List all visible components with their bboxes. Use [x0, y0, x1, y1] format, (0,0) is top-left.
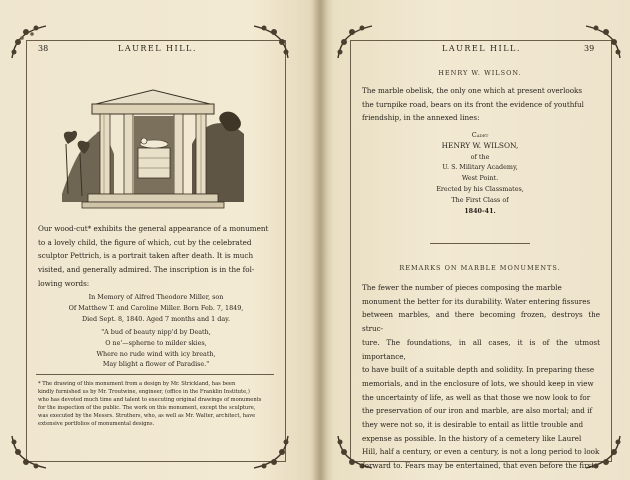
inscription [38, 292, 274, 324]
text-line: expense as possible. In the history of a cemetery like Laurel [362, 433, 582, 443]
text-line: Our wood-cut* exhibits the general appearance of a monument [38, 224, 269, 233]
section-divider [430, 243, 530, 244]
text-line: the uncertainty of life, as well as that those we now look to for [362, 392, 591, 402]
tomb-engraving [62, 84, 244, 210]
text-line: they were not so, it is desirable to entail as little trouble and [362, 420, 584, 430]
text-line: May blight a flower of Paradise." [102, 360, 210, 369]
text-line: The First Class of [451, 195, 509, 204]
epitaph [360, 130, 600, 216]
text-line: Erected by his Classmates, [436, 184, 524, 193]
text-line: ture. The foundations, in all cases, it is of the utmost importance, [362, 337, 600, 361]
text-line: Hill, half a century, or even a century, is not a long period to look [362, 447, 600, 457]
body-paragraph [362, 84, 600, 125]
text-line: The fewer the number of pieces composing the marble [362, 283, 562, 292]
text-line: In Memory of Alfred Theodore Miller, son [88, 293, 224, 301]
text-line: HENRY W. WILSON, [441, 140, 519, 150]
running-head: LAUREL HILL. [118, 44, 197, 53]
right-page [330, 0, 630, 480]
text-line: U. S. Military Academy, [442, 163, 518, 172]
text-line: Died Sept. 8, 1840. Aged 7 months and 1 day. [82, 314, 230, 323]
footnote-rule [36, 374, 274, 375]
vine-ornament-icon [582, 20, 624, 62]
text-line: * The drawing of this monument from a design by Mr. Strickland, has been [38, 381, 236, 387]
text-line: between marbles, and there becoming frozen, destroys the struc- [362, 310, 600, 334]
page-number: 39 [584, 44, 595, 53]
text-line: visited, and generally admired. The inscription is in the fol- [38, 265, 255, 275]
text-line: monument the better for its durability. Water entering fissures [362, 296, 591, 306]
text-line: 1840-41. [464, 206, 496, 215]
text-line: Cadet [471, 131, 489, 139]
text-line: forward to. Fears may be entertained, that even before the first [362, 461, 595, 471]
vine-ornament-icon [250, 20, 292, 62]
text-line: was executed by the Messrs. Struthers, who, as well as Mr. Walter, architect, have [38, 413, 256, 420]
text-line: lowing words: [38, 278, 90, 288]
vine-ornament-icon [8, 432, 50, 474]
text-line: friendship, in the annexed lines: [362, 113, 480, 123]
text-line: kindly furnished us by Mr. Troutwine, engineer, (office in the Franklin Institute,) [38, 389, 250, 396]
text-line: Of Matthew T. and Caroline Miller. Born Feb. 7, 1849, [68, 303, 244, 312]
text-line: sculptor Pettrich, is a portrait taken after death. It is much [38, 251, 254, 261]
page-number: 38 [38, 44, 49, 53]
text-line: Where no rude wind with icy breath, [96, 349, 216, 358]
text-line: extensive portfolios of monumental designs. [38, 421, 155, 428]
verse [38, 327, 274, 370]
text-line: the preservation of our iron and marble, are also mortal; and if [362, 406, 593, 416]
text-line: for the inspection of the public. The work on this monument, except the sculpture, [38, 405, 256, 412]
section-title: REMARKS ON MARBLE MONUMENTS. [399, 264, 561, 272]
text-line: The marble obelisk, the only one which at present overlooks [362, 86, 583, 95]
text-line: memorials, and in the enclosure of lots, we should keep in view [362, 378, 594, 388]
vine-ornament-icon [250, 432, 292, 474]
body-paragraph [362, 281, 600, 473]
footnote [38, 380, 274, 429]
text-line: to a lovely child, the figure of which, cut by the celebrated [38, 237, 252, 247]
text-line: the turnpike road, bears on its front the evidence of youthful [362, 99, 584, 109]
vine-ornament-icon [334, 20, 376, 62]
text-line: O ne'—spherne to milder skies, [105, 338, 207, 347]
text-line: to have built of a suitable depth and solidity. In preparing these [362, 365, 595, 375]
body-paragraph [38, 222, 274, 291]
text-line: who has devoted much time and talent to executing original drawings of monuments [38, 397, 262, 404]
vine-ornament-icon [8, 20, 50, 62]
running-head: LAUREL HILL. [442, 44, 521, 53]
section-title: HENRY W. WILSON. [438, 69, 522, 77]
text-line: "A bud of beauty nipp'd by Death, [101, 328, 211, 336]
text-line: West Point. [461, 174, 499, 183]
text-line: of the [470, 152, 490, 161]
